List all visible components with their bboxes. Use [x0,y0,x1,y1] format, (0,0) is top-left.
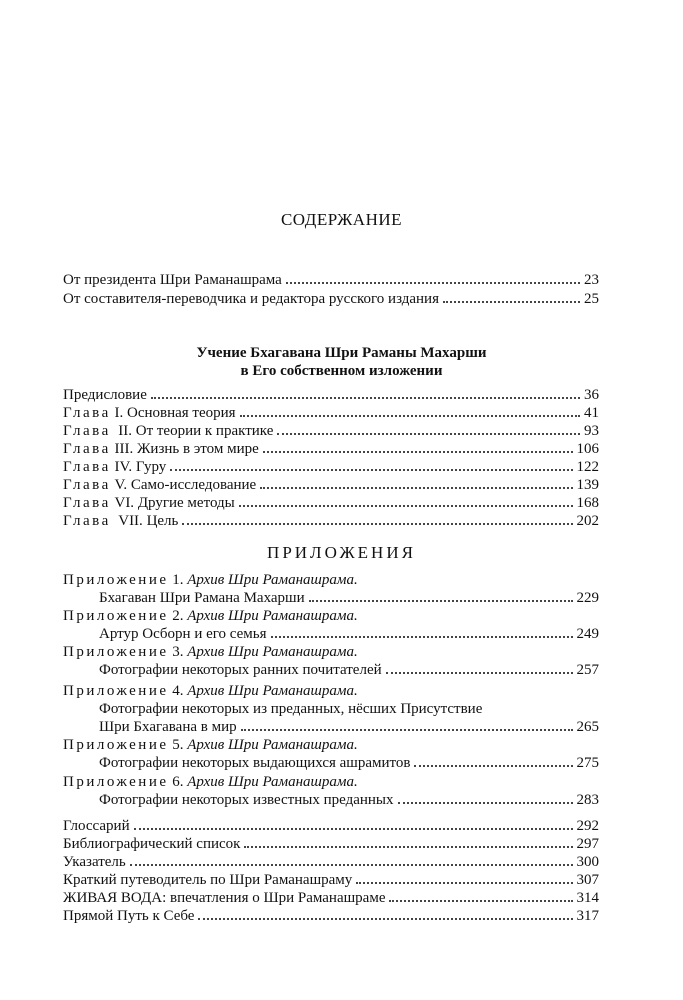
appendix-heading [63,736,603,754]
entry-page: 93 [584,423,599,439]
toc-entry-appendix [99,754,599,772]
entry-page: 283 [576,792,599,808]
chapter-word: Глава [63,477,111,493]
leader-dots [443,301,580,303]
toc-entry-guide [63,871,599,889]
appendix-archive: Архив Шри Раманашрама. [187,608,358,624]
leader-dots [244,846,572,848]
entry-label: Фотографии некоторых ранних почитателей [99,662,382,678]
chapter-name: Цель [146,513,179,529]
appendix-heading [63,682,603,700]
appendix-word: Приложение [63,774,169,790]
toc-entry-appendix [99,589,599,607]
leader-dots [398,802,573,804]
entry-page: 106 [576,441,599,457]
appendix-number: 3. [172,644,184,660]
entry-page: 25 [584,291,599,307]
appendix-number: 1. [172,572,184,588]
leader-dots [414,765,572,767]
toc-entry-chapter [63,512,599,530]
chapter-word: Глава [63,495,111,511]
toc-entry-glossary [63,817,599,835]
entry-label: ЖИВАЯ ВОДА: впечатления о Шри Раманашраме [63,890,386,906]
toc-entry-direct-path [63,907,599,925]
leader-dots [356,882,572,884]
entry-page: 168 [576,495,599,511]
chapter-number: VI. [114,495,135,511]
leader-dots [263,451,573,453]
entry-label: Библиографический список [63,836,241,852]
leader-dots [239,505,573,507]
entry-page: 36 [584,387,599,403]
toc-entry-chapter [63,458,599,476]
chapter-number: II. [118,423,132,439]
leader-dots [182,523,572,525]
entry-page: 139 [576,477,599,493]
leader-dots [170,469,572,471]
entry-page: 202 [576,513,599,529]
appendix-word: Приложение [63,737,169,753]
chapter-name: Жизнь в этом мире [136,441,259,457]
appendix-number: 4. [172,683,184,699]
appendix-archive: Архив Шри Раманашрама. [187,644,358,660]
toc-entry-living-water [63,889,599,907]
appendix-heading [63,773,603,791]
toc-entry-chapter [63,476,599,494]
appendix-archive: Архив Шри Раманашрама. [187,683,358,699]
toc-entry-appendix [99,661,599,679]
chapter-name: От теории к практике [135,423,274,439]
chapter-name: Само-исследование [130,477,257,493]
toc-entry-index [63,853,599,871]
appendix-archive: Архив Шри Раманашрама. [187,774,358,790]
entry-label: Фотографии некоторых выдающихся ашрамитов [99,755,411,771]
appendices-title: ПРИЛОЖЕНИЯ [267,543,416,562]
entry-label: От президента Шри Раманашрама [63,272,282,288]
entry-label: Краткий путеводитель по Шри Раманашраму [63,872,353,888]
entry-page: 41 [584,405,599,421]
toc-entry-translator [63,290,599,308]
leader-dots [240,415,580,417]
entry-page: 265 [576,719,599,735]
entry-page: 249 [576,626,599,642]
appendix-heading [63,607,603,625]
appendix-word: Приложение [63,572,169,588]
appendix-number: 5. [172,737,184,753]
entry-page: 292 [576,818,599,834]
entry-label: Предисловие [63,387,147,403]
appendix-word: Приложение [63,644,169,660]
entry-page: 229 [576,590,599,606]
chapter-number: III. [114,441,134,457]
chapter-number: IV. [114,459,133,475]
leader-dots [241,729,573,731]
chapter-word: Глава [63,441,111,457]
chapter-number: VII. [118,513,143,529]
chapter-word: Глава [63,423,111,439]
appendix-line: Фотографии некоторых из преданных, нёсших Присутствие [99,701,483,717]
page-title: СОДЕРЖАНИЕ [280,210,403,229]
leader-dots [271,636,573,638]
appendix-heading [63,571,603,589]
toc-entry-chapter [63,404,599,422]
entry-label: Артур Осборн и его семья [99,626,267,642]
entry-label: Шри Бхагавана в мир [99,719,237,735]
appendix-archive: Архив Шри Раманашрама. [187,572,358,588]
leader-dots [309,600,573,602]
leader-dots [260,487,572,489]
entry-page: 257 [576,662,599,678]
toc-entry-chapter [63,440,599,458]
leader-dots [134,828,573,830]
entry-page: 23 [584,272,599,288]
entry-page: 300 [576,854,599,870]
chapter-number: V. [114,477,128,493]
leader-dots [286,282,580,284]
entry-page: 275 [576,755,599,771]
toc-entry-preface [63,386,599,404]
entry-label: Фотографии некоторых известных преданных [99,792,394,808]
leader-dots [198,918,572,920]
toc-entry-appendix [99,625,599,643]
appendix-word: Приложение [63,608,169,624]
leader-dots [151,397,580,399]
entry-label: Прямой Путь к Себе [63,908,195,924]
toc-entry-chapter [63,494,599,512]
entry-page: 317 [576,908,599,924]
appendix-archive: Архив Шри Раманашрама. [187,737,358,753]
chapter-word: Глава [63,459,111,475]
chapter-name: Гуру [135,459,167,475]
entry-label: Бхагаван Шри Рамана Махарши [99,590,305,606]
leader-dots [277,433,580,435]
toc-entry-bibliography [63,835,599,853]
chapter-word: Глава [63,513,111,529]
chapter-number: I. [114,405,124,421]
toc-entry-appendix [99,718,599,736]
entry-label: Указатель [63,854,126,870]
appendix-heading [63,643,603,661]
appendix-number: 6. [172,774,184,790]
section-title-line2: в Его собственном изложении [240,363,443,379]
chapter-name: Другие методы [137,495,235,511]
appendix-word: Приложение [63,683,169,699]
entry-label: От составителя-переводчика и редактора русского издания [63,291,439,307]
entry-page: 297 [576,836,599,852]
toc-entry-president [63,271,599,289]
entry-label: Глоссарий [63,818,130,834]
section-title-line1: Учение Бхагавана Шри Раманы Махарши [196,345,487,361]
leader-dots [386,672,573,674]
leader-dots [130,864,573,866]
toc-entry-appendix [99,791,599,809]
chapter-word: Глава [63,405,111,421]
leader-dots [389,900,572,902]
toc-entry-chapter [63,422,599,440]
entry-page: 314 [576,890,599,906]
entry-page: 307 [576,872,599,888]
appendix-number: 2. [172,608,184,624]
chapter-name: Основная теория [126,405,236,421]
entry-page: 122 [576,459,599,475]
